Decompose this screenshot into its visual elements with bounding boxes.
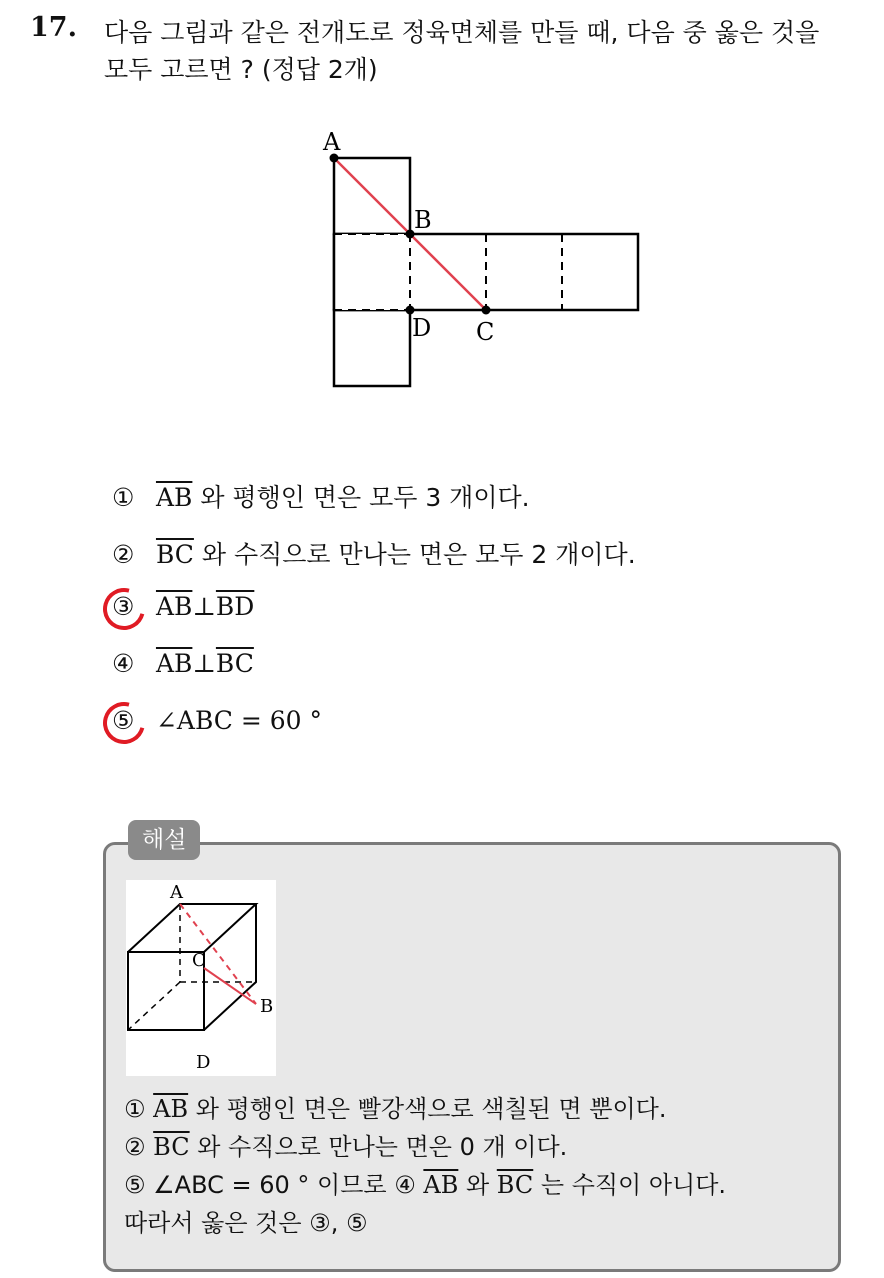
option-2-segment: $\overline{BC}$ (155, 540, 194, 569)
cube-hidden-diagonal (128, 982, 180, 1030)
answer-circle-mark (95, 580, 152, 637)
option-2-number: ② (112, 540, 135, 569)
option-1-number: ① (112, 483, 135, 512)
cube-right-edges (204, 904, 256, 1030)
question-line-1: 다음 그림과 같은 전개도로 정육면체를 만들 때, 다음 중 옳은 것을 (104, 18, 820, 47)
option-3-segment-1: $\overline{AB}$ (155, 592, 193, 621)
explanation-line-4: 따라서 옳은 것은 ③, ⑤ (124, 1209, 368, 1237)
explanation-tag: 해설 (128, 820, 200, 860)
option-3-number: ③ (112, 592, 135, 621)
cube-net-figure (300, 120, 660, 400)
option-3-operator: ⊥ (192, 592, 216, 621)
option-4-segment-1: $\overline{AB}$ (155, 649, 193, 678)
label-c: C (476, 318, 495, 346)
cube-figure (126, 880, 276, 1076)
cube-label-d: D (196, 1052, 211, 1073)
explanation-line-2: ② $\overline{BC}$ 와 수직으로 만나는 면은 0 개 이다. (124, 1133, 568, 1161)
label-b: B (414, 206, 432, 234)
option-1-segment: $\overline{AB}$ (155, 483, 193, 512)
label-a: A (323, 128, 341, 156)
option-2-text: 와 수직으로 만나는 면은 모두 2 개이다. (193, 540, 636, 569)
cube-segment-cb (204, 968, 256, 1004)
question-number: 17. (30, 12, 77, 43)
option-5-number: ⑤ (112, 706, 135, 735)
cube-label-c: C (192, 950, 206, 971)
option-4[interactable] (112, 649, 254, 678)
explanation-text (124, 1090, 824, 1242)
cube-label-a: A (170, 882, 183, 903)
option-5-text: ∠ABC = 60 ° (155, 706, 323, 735)
cube-top-edges (128, 904, 256, 952)
option-1[interactable] (112, 478, 530, 514)
question-line-2: 모두 고르면 ? (정답 2개) (104, 55, 378, 84)
option-3-segment-2: $\overline{BD}$ (215, 592, 255, 621)
option-4-operator: ⊥ (192, 649, 216, 678)
explanation-line-3: ⑤ ∠ABC = 60 ° 이므로 ④ $\overline{AB}$ 와 $\overline{BC}$ 는 수직이 아니다. (124, 1171, 727, 1199)
explanation-line-1: ① $\overline{AB}$ 와 평행인 면은 빨강색으로 색칠된 면 뿐이다. (124, 1095, 667, 1123)
option-2[interactable] (112, 535, 636, 571)
option-1-text: 와 평행인 면은 모두 3 개이다. (192, 483, 530, 512)
question-text (104, 14, 874, 88)
label-d: D (412, 314, 432, 342)
cube-label-b: B (260, 996, 274, 1017)
point-c (482, 306, 491, 315)
net-face-bottom (334, 310, 410, 386)
option-4-number: ④ (112, 649, 135, 678)
answer-circle-mark (95, 694, 152, 751)
option-4-segment-2: $\overline{BC}$ (215, 649, 254, 678)
